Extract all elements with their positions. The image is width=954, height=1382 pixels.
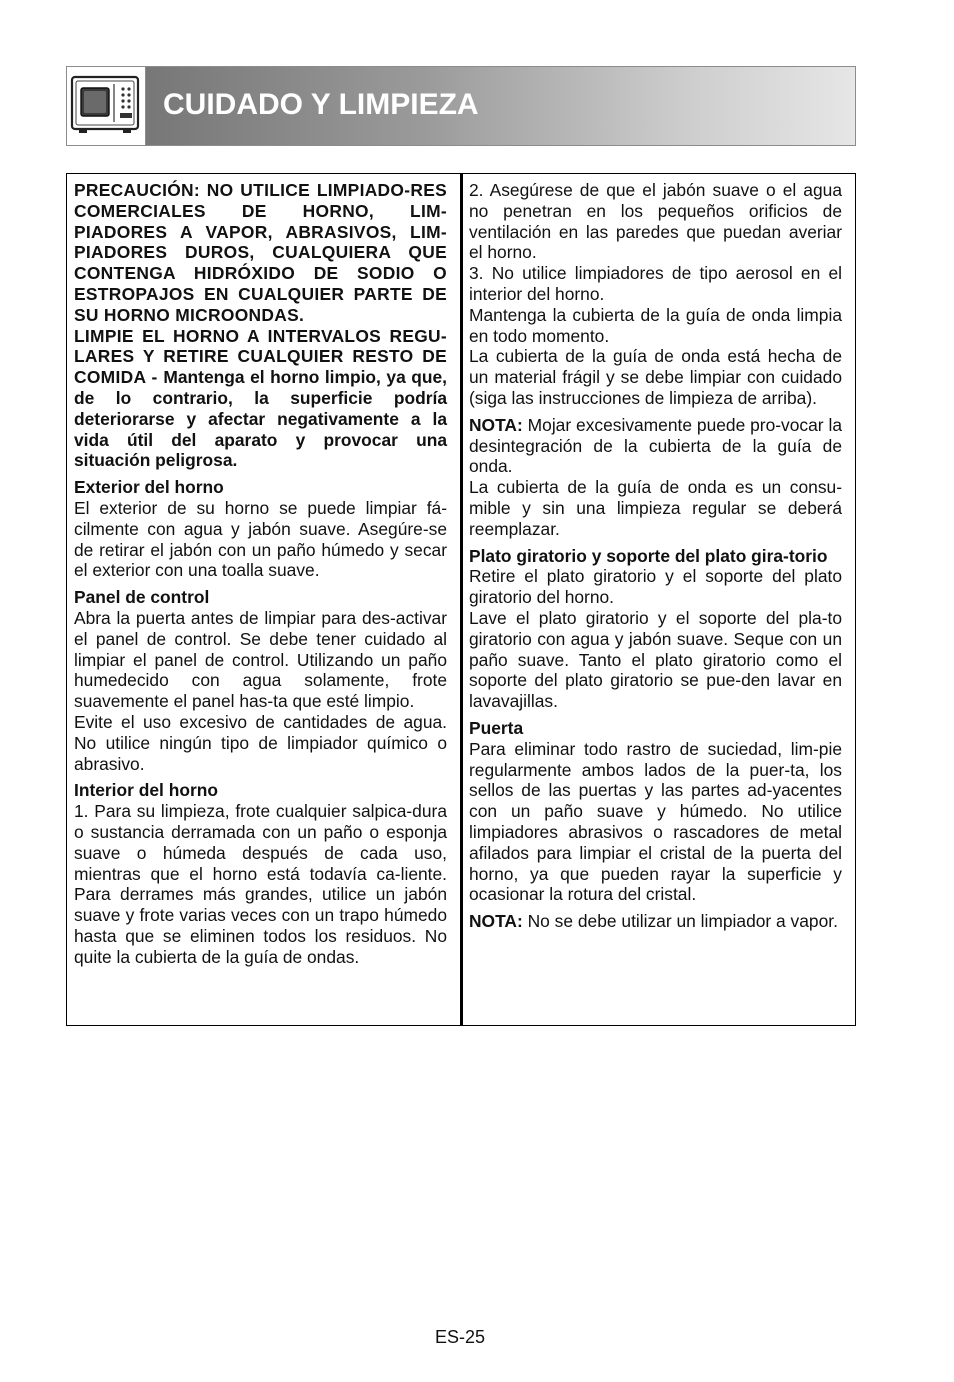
interior-text: 1. Para su limpieza, frote cualquier salpica-dura o sustancia derramada con un paño o esponja suave o húmeda después de cada uso, mientras que el horno está todavía ca-liente. Para derrames más grandes, utilice un jabón suave y frote varias veces con un trapo húmedo hasta que se eliminen todos los residuos. No quite la cubierta de la guía de ondas. bbox=[74, 801, 447, 967]
interior-heading: Interior del horno bbox=[74, 780, 218, 801]
note-2-label: NOTA: bbox=[469, 911, 523, 932]
note-1-text-2: La cubierta de la guía de onda es un consu-mible y sin una limpieza regular se deberá reemplazar. bbox=[469, 477, 842, 539]
content-table bbox=[66, 173, 856, 1026]
note-1 bbox=[469, 415, 842, 477]
item-2-text: 2. Asegúrese de que el jabón suave o el agua no penetran en los pequeños orificios de ventilación en las paredes que puedan averiar el horno. bbox=[469, 180, 842, 263]
turntable-text-2: Lave el plato giratorio y el soporte del pla-to giratorio con agua y jabón suave. Seque con un paño suave. Tanto el plato giratorio como el soporte del plato giratorio se pue-den lavar en lavavajillas. bbox=[469, 607, 842, 712]
column-divider bbox=[460, 174, 463, 1025]
microwave-icon-box bbox=[67, 67, 146, 145]
left-column bbox=[74, 180, 447, 967]
page-title: CUIDADO Y LIMPIEZA bbox=[163, 88, 479, 121]
exterior-heading: Exterior del horno bbox=[74, 477, 224, 498]
turntable-heading: Plato giratorio y soporte del plato gira-torio bbox=[469, 545, 828, 566]
note-2-text: No se debe utilizar un limpiador a vapor. bbox=[522, 911, 838, 932]
clean-paragraph bbox=[74, 326, 447, 472]
note-1-label: NOTA: bbox=[469, 414, 523, 435]
note-1-text: Mojar excesivamente puede pro-vocar la desintegración de la cubierta de la guía de onda. bbox=[469, 414, 842, 477]
clean-rest-text: Mantenga el horno limpio, ya que, de lo contrario, la superficie podría deteriorarse y afectar negativamente a la vida útil del aparato y provocar una situación peligrosa. bbox=[74, 367, 447, 471]
door-heading: Puerta bbox=[469, 717, 524, 738]
clean-caps-text: LIMPIE EL HORNO A INTERVALOS REGU-LARES Y RETIRE CUALQUIER RESTO DE COMIDA - bbox=[74, 325, 447, 388]
waveguide-text-1: Mantenga la cubierta de la guía de onda limpia en todo momento. bbox=[469, 304, 842, 346]
panel-text-2: Evite el uso excesivo de cantidades de agua. No utilice ningún tipo de limpiador químico o abrasivo. bbox=[74, 711, 447, 774]
turntable-text-1: Retire el plato giratorio y el soporte del plato giratorio del horno. bbox=[469, 566, 842, 608]
microwave-icon bbox=[69, 74, 141, 136]
note-2 bbox=[469, 911, 842, 932]
right-column bbox=[469, 180, 842, 932]
door-text: Para eliminar todo rastro de suciedad, lim-pie regularmente ambos lados de la puer-ta, los sellos de las puertas y las partes ad-yacentes con un paño suave y húmedo. No utilice limpiadores abrasivos o rascadores de metal afilados para limpiar el cristal de la puerta del horno, ya que pueden rayar la superficie y ocasionar la rotura del cristal. bbox=[469, 738, 842, 905]
caution-text: PRECAUCIÓN: NO UTILICE LIMPIADO-RES COMERCIALES DE HORNO, LIM-PIADORES A VAPOR, ABRASIVOS, LIM-PIADORES DUROS, CUALQUIERA QUE CONTENGA HIDRÓXIDO DE SODIO O ESTROPAJOS EN CUALQUIER PARTE DE SU HORNO MICROONDAS. bbox=[74, 180, 447, 325]
item-3-text: 3. No utilice limpiadores de tipo aerosol en el interior del horno. bbox=[469, 263, 842, 304]
page-number: ES-25 bbox=[434, 1327, 486, 1347]
waveguide-text-2: La cubierta de la guía de onda está hecha de un material frágil y se debe limpiar con cuidado (siga las instrucciones de limpieza de arriba). bbox=[469, 346, 842, 408]
exterior-text: El exterior de su horno se puede limpiar fá-cilmente con agua y jabón suave. Asegúre-se de retirar el jabón con un paño húmedo y secar el exterior con una toalla suave. bbox=[74, 497, 447, 581]
panel-heading: Panel de control bbox=[74, 587, 210, 608]
section-header bbox=[66, 66, 856, 146]
panel-text-1: Abra la puerta antes de limpiar para des-activar el panel de control. Se debe tener cuidado al limpiar el panel de control. Utilizando un paño humedecido con agua solamente, frote suavemente el panel has-ta que esté limpio. bbox=[74, 607, 447, 712]
